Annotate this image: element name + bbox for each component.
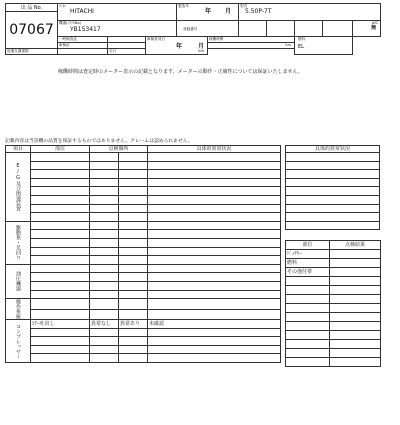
group-label: コンプレッサー <box>6 320 31 363</box>
table-cell <box>286 195 380 204</box>
table-cell <box>90 264 119 273</box>
table-cell <box>286 187 380 196</box>
table-cell <box>286 213 380 222</box>
table-cell <box>31 281 90 290</box>
table-cell <box>286 358 330 367</box>
table-cell <box>31 195 90 204</box>
table-row <box>286 286 381 295</box>
table-cell <box>330 349 381 358</box>
table-cell <box>90 256 119 265</box>
table-cell <box>90 195 119 204</box>
table-cell <box>330 286 381 295</box>
table-row <box>6 187 281 196</box>
reg-cell <box>177 21 239 37</box>
table-cell <box>90 170 119 179</box>
year-label: 製造年 <box>178 4 189 8</box>
table-cell <box>148 337 281 346</box>
table-cell <box>90 328 119 337</box>
table-row <box>286 295 381 304</box>
table-cell <box>330 250 381 259</box>
table-row <box>6 256 281 265</box>
parts-table <box>285 240 381 367</box>
inspect2-label: 車検証 <box>58 43 108 49</box>
table-cell <box>148 170 281 179</box>
table-cell <box>90 221 119 230</box>
table-row <box>6 230 281 239</box>
table-row <box>286 268 381 277</box>
table-cell <box>31 354 90 363</box>
month-unit: 月 <box>225 8 232 15</box>
table-cell <box>119 170 148 179</box>
table-cell <box>90 290 119 299</box>
table-cell <box>31 153 90 162</box>
table-cell <box>330 268 381 277</box>
table-cell <box>90 238 119 247</box>
table-row <box>286 221 380 230</box>
detail-table <box>285 145 380 230</box>
table-row <box>6 247 281 256</box>
table-row <box>286 358 381 367</box>
group-label: 操作系統 <box>6 299 31 320</box>
table-cell <box>148 213 281 222</box>
table-cell <box>31 247 90 256</box>
table-cell <box>286 322 330 331</box>
table-row <box>6 290 281 299</box>
group-label: 駆動系・足回り <box>6 221 31 264</box>
table-cell <box>330 340 381 349</box>
table-row <box>286 195 380 204</box>
table-cell <box>148 161 281 170</box>
table-row <box>286 331 381 340</box>
hours-note: 稼働時間は査定時のメーター表示の記載となります。メーターの動作・正確性については保証いたしません。 <box>58 69 303 75</box>
disclaimer: 記載内容は当該機の品質を保証するものではありません。クレームは認められません。 <box>5 139 193 144</box>
table-row <box>6 264 281 273</box>
table-cell <box>119 290 148 299</box>
table-cell <box>330 277 381 286</box>
table-cell <box>286 313 330 322</box>
table-row <box>6 345 281 354</box>
valid-month: 月 <box>198 43 205 50</box>
table-cell <box>286 331 330 340</box>
table-cell <box>90 153 119 162</box>
number-value: 07067 <box>6 12 58 49</box>
table-cell <box>90 187 119 196</box>
table-cell <box>119 204 148 213</box>
model-value: 5.50P-7T <box>245 8 272 15</box>
table-row <box>286 161 380 170</box>
valid-year: 年 <box>176 43 183 50</box>
inspection-table <box>5 145 281 363</box>
table-cell <box>148 281 281 290</box>
table-cell <box>119 195 148 204</box>
table-cell <box>148 187 281 196</box>
table-cell <box>148 153 281 162</box>
table-cell <box>148 299 281 310</box>
ac-value: 無 <box>371 25 377 31</box>
parts-item: その他付帯 <box>286 268 330 277</box>
table-cell <box>330 322 381 331</box>
maker-value: HITACHI <box>70 8 94 15</box>
table-cell <box>31 221 90 230</box>
serial-label: 機番(ｼﾘｱﾙNo) <box>59 21 82 25</box>
table-row <box>286 250 381 259</box>
table-cell <box>148 354 281 363</box>
col-header-detail: 具体的異常状況 <box>148 146 281 153</box>
compressor-cell: 異常なし <box>90 320 119 329</box>
table-row <box>286 178 380 187</box>
table-row <box>6 221 281 230</box>
table-cell <box>330 313 381 322</box>
table-cell <box>148 309 281 320</box>
table-cell <box>148 345 281 354</box>
table-row <box>6 328 281 337</box>
table-cell <box>119 178 148 187</box>
table-cell <box>31 264 90 273</box>
table-cell <box>148 230 281 239</box>
table-cell <box>286 153 380 162</box>
table-cell <box>286 178 380 187</box>
table-row <box>286 349 381 358</box>
table-cell <box>119 230 148 239</box>
table-row <box>6 161 281 170</box>
table-cell <box>31 290 90 299</box>
table-row <box>6 281 281 290</box>
table-cell <box>90 337 119 346</box>
parts-header-part: 部位 <box>286 241 330 250</box>
table-row <box>286 204 380 213</box>
table-cell <box>119 187 148 196</box>
table-row <box>6 178 281 187</box>
table-cell <box>31 213 90 222</box>
compressor-cell: 未確認 <box>148 320 281 329</box>
table-cell <box>31 187 90 196</box>
table-cell <box>330 358 381 367</box>
table-row <box>286 213 380 222</box>
table-cell <box>119 273 148 282</box>
serial-value: YB153417 <box>70 26 101 33</box>
table-cell <box>90 161 119 170</box>
hours-label: 稼働時間 <box>209 37 224 41</box>
table-cell <box>119 247 148 256</box>
table-cell <box>90 247 119 256</box>
table-cell <box>119 354 148 363</box>
table-cell <box>90 230 119 239</box>
table-row <box>286 153 380 162</box>
table-row <box>286 187 380 196</box>
table-cell <box>148 204 281 213</box>
col-header-part: 部位 <box>31 146 90 153</box>
table-cell <box>286 204 380 213</box>
table-cell <box>286 304 330 313</box>
table-cell <box>119 161 148 170</box>
hours-unit: hrs <box>208 43 295 49</box>
table-cell <box>119 221 148 230</box>
table-cell <box>286 349 330 358</box>
table-cell <box>31 273 90 282</box>
table-cell <box>119 299 148 310</box>
table-cell <box>148 238 281 247</box>
maker-cell <box>58 4 177 21</box>
table-cell <box>286 221 380 230</box>
table-cell <box>90 309 119 320</box>
table-cell <box>119 213 148 222</box>
valid-label: 車検有効日 <box>147 37 165 41</box>
header-table <box>5 3 381 55</box>
table-cell <box>286 277 330 286</box>
year-cell <box>177 4 239 21</box>
table-row <box>6 309 281 320</box>
table-row <box>286 322 381 331</box>
model-cell <box>239 4 381 21</box>
table-cell <box>31 345 90 354</box>
table-cell <box>31 309 90 320</box>
table-cell <box>31 204 90 213</box>
table-cell <box>119 256 148 265</box>
travel-unit: km <box>198 49 205 53</box>
table-row <box>6 354 281 363</box>
table-cell <box>148 221 281 230</box>
table-cell <box>330 259 381 268</box>
compressor-cell: 異常あり <box>119 320 148 329</box>
ac-label: A/C <box>371 21 379 25</box>
table-cell <box>286 295 330 304</box>
table-cell <box>31 161 90 170</box>
table-row <box>286 313 381 322</box>
table-row <box>6 153 281 162</box>
table-cell <box>31 299 90 310</box>
compressor-cell: ｴｱｰ吐出し <box>31 320 90 329</box>
fuel-label: 燃料 <box>298 37 306 41</box>
table-cell <box>286 170 380 179</box>
table-cell <box>31 337 90 346</box>
table-cell <box>90 178 119 187</box>
table-cell <box>31 178 90 187</box>
table-row <box>286 340 381 349</box>
model-label: 型式 <box>240 4 248 8</box>
table-cell <box>90 299 119 310</box>
table-cell <box>119 281 148 290</box>
table-cell <box>119 345 148 354</box>
table-cell <box>330 331 381 340</box>
table-cell <box>31 256 90 265</box>
table-cell <box>90 204 119 213</box>
col-header-item: 項目 <box>6 146 31 153</box>
table-cell <box>330 304 381 313</box>
table-cell <box>90 345 119 354</box>
col-header-check: 点検個所 <box>90 146 148 153</box>
table-cell <box>119 337 148 346</box>
table-cell <box>31 170 90 179</box>
table-cell <box>90 213 119 222</box>
table-cell <box>148 273 281 282</box>
detail-header: 具体的異常状況 <box>286 146 380 153</box>
table-cell <box>31 328 90 337</box>
reg-label: 登録番号 <box>183 26 198 31</box>
table-row <box>286 170 380 179</box>
table-cell <box>148 256 281 265</box>
fuel-cell <box>295 37 353 55</box>
table-row <box>6 337 281 346</box>
parts-item: 燃料 <box>286 259 330 268</box>
table-row <box>6 273 281 282</box>
table-row <box>6 204 281 213</box>
table-row <box>6 195 281 204</box>
table-row <box>6 238 281 247</box>
serial-cell <box>58 21 177 37</box>
table-cell <box>148 328 281 337</box>
table-cell <box>31 238 90 247</box>
table-row <box>286 304 381 313</box>
table-cell <box>148 247 281 256</box>
table-cell <box>286 161 380 170</box>
parts-header-result: 点検結果 <box>330 241 381 250</box>
table-cell <box>148 178 281 187</box>
table-row <box>286 259 381 268</box>
table-row <box>6 170 281 179</box>
ac-cell <box>353 21 381 37</box>
table-cell <box>31 230 90 239</box>
table-cell <box>90 281 119 290</box>
travel-label: 走行 <box>109 49 117 53</box>
table-cell <box>90 273 119 282</box>
table-row <box>286 277 381 286</box>
maker-label: ﾒｰｶｰ <box>59 4 67 8</box>
inspect3-label: 陸運支講書類 <box>6 49 58 55</box>
table-cell <box>286 286 330 295</box>
year-unit: 年 <box>205 8 212 15</box>
table-cell <box>90 354 119 363</box>
table-cell <box>286 340 330 349</box>
table-row <box>6 213 281 222</box>
table-cell <box>119 153 148 162</box>
table-row <box>6 299 281 310</box>
inspect1-label: 一時検査証 <box>58 37 108 43</box>
table-cell <box>148 195 281 204</box>
table-cell <box>119 328 148 337</box>
group-label: E/G及び関連装置 <box>6 153 31 222</box>
parts-item: ﾊﾞｯﾃﾘｰ <box>286 250 330 259</box>
table-cell <box>330 295 381 304</box>
number-label: 出 品 No. <box>6 4 58 12</box>
group-label: 油圧機器 <box>6 264 31 298</box>
table-cell <box>148 264 281 273</box>
fuel-value: EL <box>298 44 304 50</box>
table-cell <box>119 309 148 320</box>
table-cell <box>119 264 148 273</box>
table-row <box>6 320 281 329</box>
table-cell <box>119 238 148 247</box>
table-cell <box>148 290 281 299</box>
